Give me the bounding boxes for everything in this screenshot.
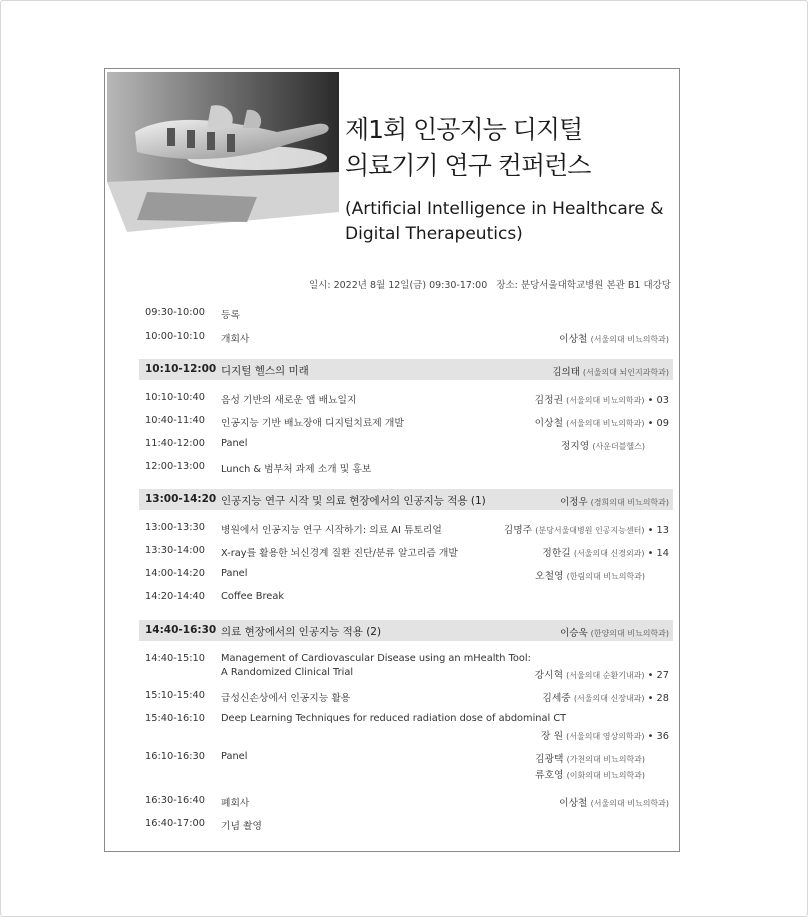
row-title: 등록 [221,310,240,321]
row-title: 병원에서 인공지능 연구 시작하기: 의료 AI 튜토리얼 [221,525,442,536]
event-venue: 장소: 분당서울대학교병원 본관 B1 대강당 [496,280,671,291]
session-time: 10:10-12:00 [145,363,217,375]
row-time: 16:30-16:40 [145,795,206,806]
conference-title-korean [345,112,590,184]
row-speaker: 장 원 (서울의대 영상의학과) • 36 [541,731,669,742]
row-title: 급성신손상에서 인공지능 활용 [221,693,351,704]
event-date: 일시: 2022년 8월 12일(금) 09:30-17:00 [309,280,488,291]
row-speaker: 이상철 (서울의대 비뇨의학과) [559,798,669,809]
row-title: Panel [221,568,248,579]
row-time: 10:40-11:40 [145,415,206,426]
row-title-continued: A Randomized Clinical Trial [221,667,354,678]
row-time: 15:40-16:10 [145,713,206,724]
row-speaker: 정지영 (사운더블헬스) [560,441,645,452]
row-speaker: 김광택 (가천의대 비뇨의학과) 류호영 (이화의대 비뇨의학과) [535,754,645,781]
row-title: 음성 기반의 새로운 앱 배뇨일지 [221,395,357,406]
row-speaker: 김명주 (분당서울대병원 인공지능센터) • 13 [503,525,669,536]
row-speaker: 오철영 (한림의대 비뇨의학과) [535,571,645,582]
row-title: Panel [221,751,248,762]
row-title: X-ray를 활용한 뇌신경계 질환 진단/분류 알고리즘 개발 [221,548,458,559]
session-chair: 이정우 (경희의대 비뇨의학과) [560,497,669,508]
row-title: 개회사 [221,334,250,345]
session-time: 13:00-14:20 [145,493,217,505]
row-time: 13:30-14:00 [145,545,206,556]
session-chair: 김의태 (서울의대 뇌인지과학과) [552,367,669,378]
row-title: Deep Learning Techniques for reduced radiation dose of abdominal CT [221,713,567,724]
row-time: 14:40-15:10 [145,653,206,664]
row-title: 인공지능 기반 배뇨장애 디지털치료제 개발 [221,418,404,429]
title-en-line-1: (Artificial Intelligence in Healthcare & [345,199,664,219]
row-time: 16:10-16:30 [145,751,206,762]
row-title: 기념 촬영 [221,821,262,832]
row-speaker: 김정권 (서울의대 비뇨의학과) • 03 [534,395,669,406]
row-time: 16:40-17:00 [145,818,206,829]
row-time: 10:10-10:40 [145,392,206,403]
session-title: 디지털 헬스의 미래 [221,365,309,377]
row-time: 14:20-14:40 [145,591,206,602]
row-time: 10:00-10:10 [145,331,206,342]
row-title: Panel [221,438,248,449]
row-time: 11:40-12:00 [145,438,206,449]
session-header [139,620,673,641]
session-header [139,359,673,380]
event-meta [309,277,671,291]
session-time: 14:40-16:30 [145,624,217,636]
row-title: Lunch & 범부처 과제 소개 및 홍보 [221,464,372,475]
row-speaker: 이상철 (서울의대 비뇨의학과) • 09 [534,418,669,429]
row-title: 폐회사 [221,798,250,809]
row-title: Management of Cardiovascular Disease using an mHealth Tool: [221,653,531,664]
session-header [139,489,673,510]
session-title: 의료 현장에서의 인공지능 적용 (2) [221,626,382,638]
robot-hand-illustration [107,72,339,247]
row-time: 13:00-13:30 [145,522,206,533]
conference-title-english [345,197,664,246]
row-time: 09:30-10:00 [145,307,206,318]
title-en-line-2: Digital Therapeutics) [345,223,523,244]
row-time: 12:00-13:00 [145,461,206,472]
row-title: Coffee Break [221,591,284,602]
title-line-1: 제1회 인공지능 디지털 [345,115,583,144]
session-title: 인공지능 연구 시작 및 의료 현장에서의 인공지능 적용 (1) [221,495,486,507]
row-time: 14:00-14:20 [145,568,206,579]
row-speaker: 김세중 (서울의대 신장내과) • 28 [542,693,669,704]
row-speaker: 이상철 (서울의대 비뇨의학과) [559,334,669,345]
session-chair: 이승욱 (한양의대 비뇨의학과) [560,628,669,639]
row-time: 15:10-15:40 [145,690,206,701]
row-speaker: 강시혁 (서울의대 순환기내과) • 27 [534,670,669,681]
title-line-2: 의료기기 연구 컨퍼런스 [345,151,591,180]
row-speaker: 정한길 (서울의대 신경외과) • 14 [542,548,669,559]
